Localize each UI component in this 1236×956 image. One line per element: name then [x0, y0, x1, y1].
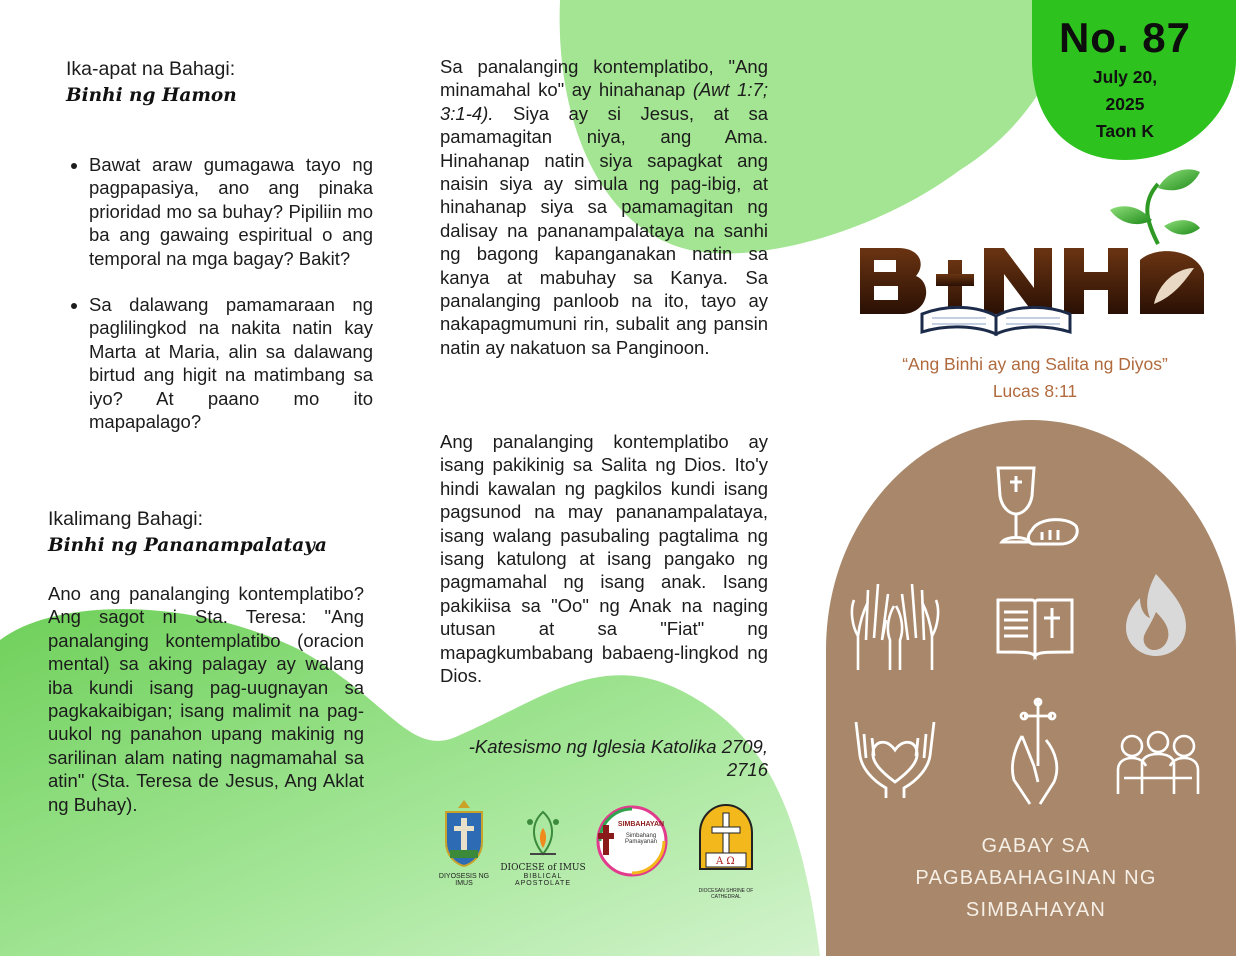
praying-hands-cross-icon — [1000, 696, 1076, 806]
arch-title-line-3: SIMBAHAYAN — [965, 899, 1107, 921]
biblical-caption-2: BIBLICAL APOSTOLATE — [514, 873, 572, 887]
part5-label: Ikalimang Bahagi: — [48, 508, 204, 530]
cathedral-caption: DIOCESAN SHRINE OF CATHEDRAL — [698, 888, 754, 900]
simbahayan-logo — [592, 805, 672, 877]
diocese-imus-logo — [436, 798, 492, 887]
part5-body: Ano ang panalanging kontemplatibo? Ang sagot ni Sta. Teresa: "Ang panalanging kontemplatibo (oracion mental) sa aking palagay ay walang iba kundi isang pag-uugnayan sa pagkakaibigan; isang malimit na pag-uukol ng panahon upang makinig ng sarilinan alam nating nagmamahal sa atin" (Sta. Teresa de Jesus, Ang Aklat ng Buhay). — [48, 583, 364, 815]
chalice-bread-icon — [988, 458, 1084, 554]
raised-hands-icon — [846, 576, 944, 674]
simbahayan-caption: SIMBAHAYAN — [617, 821, 665, 828]
issue-cycle: Taon K — [1095, 121, 1154, 141]
svg-text:A Ω: A Ω — [716, 856, 735, 867]
biblical-apostolate-logo — [500, 808, 586, 887]
biblical-caption-1: DIOCESE of IMUS — [500, 863, 586, 873]
bible-icon — [994, 594, 1076, 662]
middle-p1-end: Siya ay si Jesus, at sa pamamagitan niya, ang Ama. Hinahanap natin siya sapagkat ang naisin siya ay simula ng pag-ibig, at hinahanap siya sa pamamagitan ng dalisay na pananampalataya na sanhi ng bagong kapanganakan natin sa kanya at mabuhay sa Kanya. Sa panalanging panloob na ito, tayo ay nakapagmumuni rin, subalit ang pansin natin ay nakatuon sa Panginoon. — [440, 102, 768, 358]
issue-badge — [1040, 14, 1210, 145]
binhi-logo — [858, 164, 1208, 344]
part5-section — [48, 508, 368, 556]
middle-p1-start: Sa panalanging kontemplatibo, "Ang minamahal ko" ay hinahanap — [440, 56, 768, 101]
cathedral-logo — [696, 803, 756, 900]
community-icon — [1114, 730, 1202, 798]
question-1: • Bawat araw gumagawa tayo ng pagpapasiya, ano ang pinaka prioridad mo sa buhay? Pipiliin mo ba ang gawaing espiritual o ang temporal na mga bagay? Bakit? — [89, 153, 373, 270]
holy-spirit-flame-icon — [1120, 572, 1192, 658]
citation-line-1: -Katesismo ng Iglesia Katolika 2709, — [468, 736, 768, 757]
diocese-caption: DIYOSESIS NG IMUS — [438, 873, 490, 887]
binhi-reference: Lucas 8:11 — [992, 381, 1078, 401]
part5-title: Binhi ng Pananampalataya — [48, 535, 327, 556]
middle-paragraph-1 — [440, 55, 768, 359]
arch-title-line-1: GABAY SA — [981, 835, 1091, 857]
question-2: • Sa dalawang pamamaraan ng paglilingkod na nakita natin kay Marta at Maria, alin sa dalawang birtud ang higit na matimbang sa iyo? At paano mo ito mapapalago? — [89, 293, 373, 433]
citation-line-2: 2716 — [726, 759, 768, 781]
simbahayan-sub: Simbahang Pamayanan — [624, 833, 658, 845]
part4-questions — [67, 153, 373, 456]
arch-title — [856, 830, 1216, 926]
binhi-quote: “Ang Binhi ay ang Salita ng Diyos” — [902, 354, 1168, 374]
arch-title-line-2: PAGBABAHAGINAN NG — [915, 867, 1157, 889]
heart-hands-icon — [846, 712, 944, 800]
part4-title: Binhi ng Hamon — [66, 85, 237, 106]
part4-label: Ika-apat na Bahagi: — [66, 58, 236, 80]
middle-p1-reference: (Awt 1:7; 3:1-4). — [440, 79, 768, 124]
issue-date: July 20, — [1092, 67, 1158, 87]
citation — [440, 735, 768, 782]
part4-section — [66, 58, 376, 106]
issue-year: 2025 — [1105, 94, 1145, 114]
issue-number: No. 87 — [1058, 14, 1192, 61]
middle-paragraph-2: Ang panalanging kontemplatibo ay isang pakikinig sa Salita ng Dios. Ito'y hindi kawalan ng pagkilos kundi isang pagsunod na may pananampalataya, isang walang pasubaling pagtalima ng isang katulong at isang pangako ng pagmamahal ng isang anak. Isang pakikiisa sa "Oo" ng Anak na naging utusan at sa "Fiat" ng mapagkumbabang babaeng-lingkod ng Dios. — [440, 431, 768, 687]
